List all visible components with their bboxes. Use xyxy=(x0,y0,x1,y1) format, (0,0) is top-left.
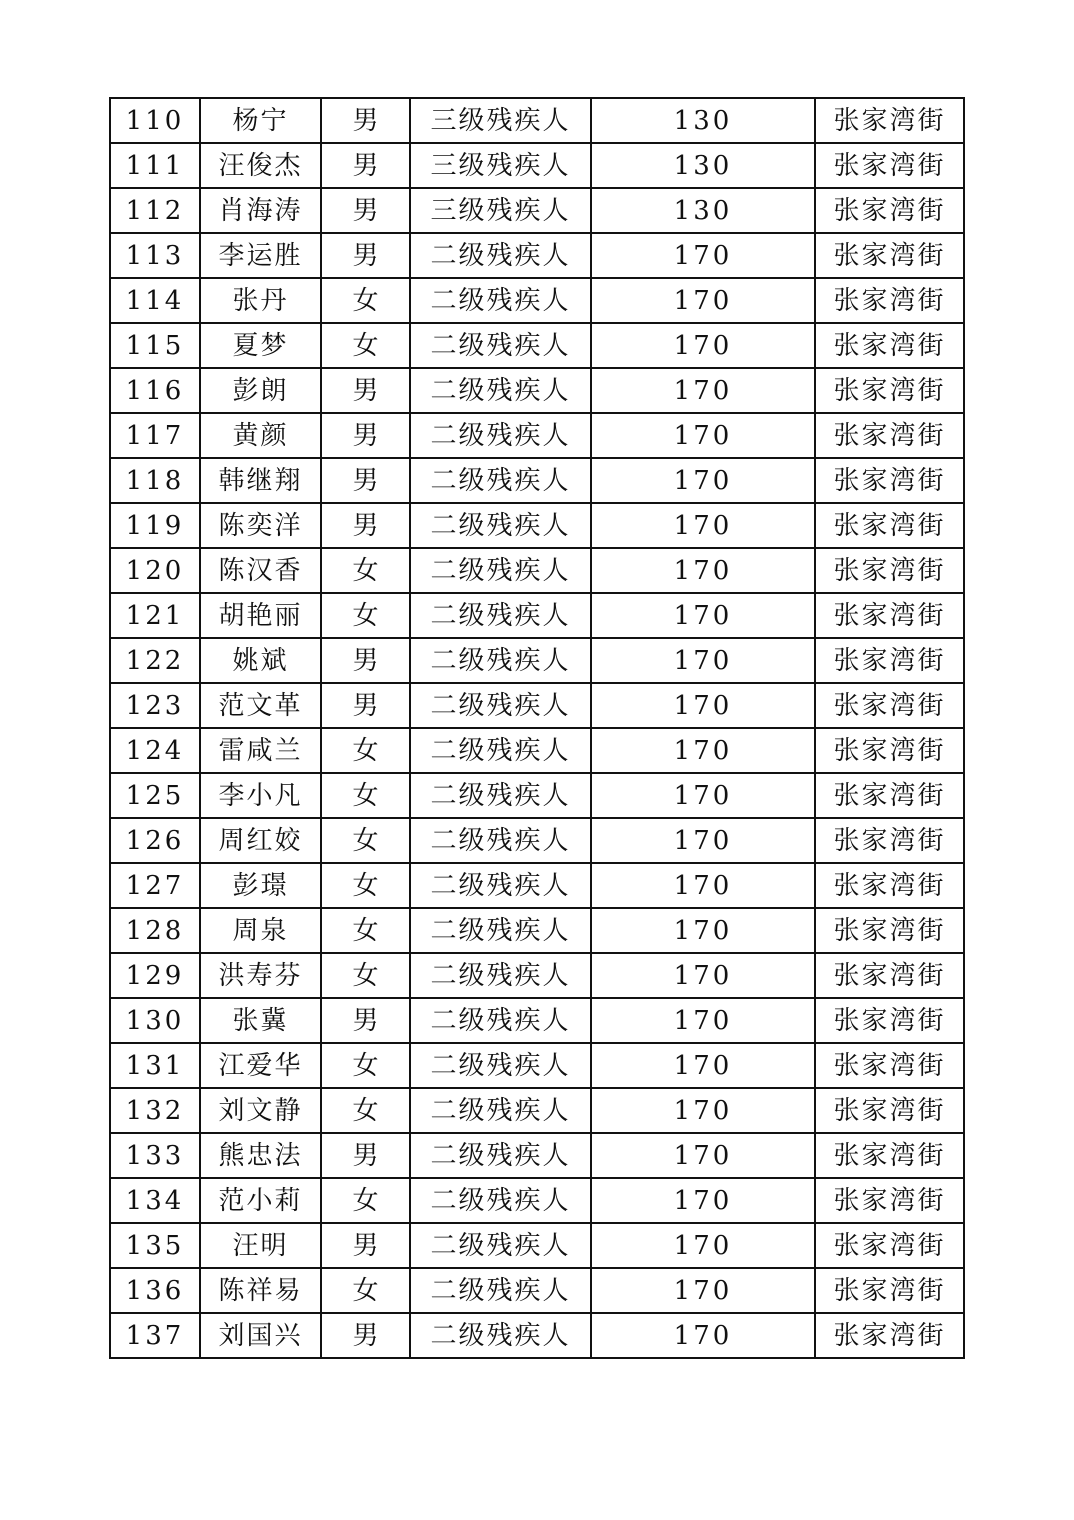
street-cell: 张家湾街 xyxy=(815,1043,964,1088)
table-row xyxy=(110,188,964,233)
table-row xyxy=(110,1133,964,1178)
serial-number-cell: 113 xyxy=(110,233,200,278)
serial-number-cell: 125 xyxy=(110,773,200,818)
name-cell: 肖海涛 xyxy=(200,188,321,233)
amount-cell: 170 xyxy=(591,1178,815,1223)
table-row xyxy=(110,323,964,368)
serial-number-cell: 137 xyxy=(110,1313,200,1358)
serial-number-cell: 122 xyxy=(110,638,200,683)
table-row xyxy=(110,593,964,638)
table-row xyxy=(110,818,964,863)
name-cell: 韩继翔 xyxy=(200,458,321,503)
serial-number-cell: 123 xyxy=(110,683,200,728)
name-cell: 李运胜 xyxy=(200,233,321,278)
name-cell: 张冀 xyxy=(200,998,321,1043)
table-row xyxy=(110,548,964,593)
serial-number-cell: 133 xyxy=(110,1133,200,1178)
name-cell: 彭璟 xyxy=(200,863,321,908)
disability-level-cell: 二级残疾人 xyxy=(410,773,591,818)
disability-level-cell: 二级残疾人 xyxy=(410,1178,591,1223)
name-cell: 彭朗 xyxy=(200,368,321,413)
name-cell: 汪明 xyxy=(200,1223,321,1268)
table-row xyxy=(110,638,964,683)
name-cell: 刘文静 xyxy=(200,1088,321,1133)
serial-number-cell: 110 xyxy=(110,98,200,143)
gender-cell: 女 xyxy=(321,818,410,863)
street-cell: 张家湾街 xyxy=(815,773,964,818)
disability-level-cell: 二级残疾人 xyxy=(410,1223,591,1268)
street-cell: 张家湾街 xyxy=(815,728,964,773)
gender-cell: 男 xyxy=(321,1223,410,1268)
disability-level-cell: 二级残疾人 xyxy=(410,278,591,323)
amount-cell: 170 xyxy=(591,1313,815,1358)
serial-number-cell: 124 xyxy=(110,728,200,773)
amount-cell: 170 xyxy=(591,413,815,458)
street-cell: 张家湾街 xyxy=(815,593,964,638)
table-row xyxy=(110,233,964,278)
disability-level-cell: 二级残疾人 xyxy=(410,1088,591,1133)
street-cell: 张家湾街 xyxy=(815,953,964,998)
gender-cell: 男 xyxy=(321,998,410,1043)
amount-cell: 130 xyxy=(591,98,815,143)
amount-cell: 130 xyxy=(591,188,815,233)
serial-number-cell: 119 xyxy=(110,503,200,548)
serial-number-cell: 135 xyxy=(110,1223,200,1268)
table-row xyxy=(110,503,964,548)
gender-cell: 女 xyxy=(321,908,410,953)
amount-cell: 170 xyxy=(591,503,815,548)
gender-cell: 女 xyxy=(321,953,410,998)
serial-number-cell: 118 xyxy=(110,458,200,503)
serial-number-cell: 132 xyxy=(110,1088,200,1133)
disability-level-cell: 二级残疾人 xyxy=(410,368,591,413)
disability-level-cell: 二级残疾人 xyxy=(410,593,591,638)
name-cell: 雷咸兰 xyxy=(200,728,321,773)
name-cell: 周红姣 xyxy=(200,818,321,863)
street-cell: 张家湾街 xyxy=(815,143,964,188)
gender-cell: 女 xyxy=(321,593,410,638)
gender-cell: 女 xyxy=(321,548,410,593)
disability-level-cell: 二级残疾人 xyxy=(410,1313,591,1358)
gender-cell: 女 xyxy=(321,1268,410,1313)
amount-cell: 170 xyxy=(591,368,815,413)
disability-level-cell: 二级残疾人 xyxy=(410,908,591,953)
name-cell: 江爱华 xyxy=(200,1043,321,1088)
street-cell: 张家湾街 xyxy=(815,323,964,368)
gender-cell: 女 xyxy=(321,773,410,818)
disability-level-cell: 二级残疾人 xyxy=(410,728,591,773)
name-cell: 陈奕洋 xyxy=(200,503,321,548)
disability-level-cell: 三级残疾人 xyxy=(410,98,591,143)
street-cell: 张家湾街 xyxy=(815,548,964,593)
amount-cell: 170 xyxy=(591,278,815,323)
amount-cell: 170 xyxy=(591,728,815,773)
table-row xyxy=(110,1088,964,1133)
gender-cell: 女 xyxy=(321,863,410,908)
gender-cell: 女 xyxy=(321,1088,410,1133)
gender-cell: 男 xyxy=(321,233,410,278)
disability-level-cell: 二级残疾人 xyxy=(410,818,591,863)
serial-number-cell: 116 xyxy=(110,368,200,413)
table-row xyxy=(110,773,964,818)
disability-level-cell: 二级残疾人 xyxy=(410,863,591,908)
disability-level-cell: 二级残疾人 xyxy=(410,458,591,503)
serial-number-cell: 129 xyxy=(110,953,200,998)
amount-cell: 170 xyxy=(591,1043,815,1088)
gender-cell: 男 xyxy=(321,368,410,413)
table-row xyxy=(110,413,964,458)
street-cell: 张家湾街 xyxy=(815,1313,964,1358)
disability-level-cell: 二级残疾人 xyxy=(410,683,591,728)
gender-cell: 女 xyxy=(321,728,410,773)
table-row xyxy=(110,458,964,503)
disability-level-cell: 二级残疾人 xyxy=(410,1268,591,1313)
serial-number-cell: 111 xyxy=(110,143,200,188)
table-row xyxy=(110,728,964,773)
serial-number-cell: 126 xyxy=(110,818,200,863)
disability-level-cell: 二级残疾人 xyxy=(410,548,591,593)
street-cell: 张家湾街 xyxy=(815,188,964,233)
gender-cell: 女 xyxy=(321,1043,410,1088)
disability-level-cell: 二级残疾人 xyxy=(410,233,591,278)
street-cell: 张家湾街 xyxy=(815,638,964,683)
street-cell: 张家湾街 xyxy=(815,863,964,908)
disability-level-cell: 三级残疾人 xyxy=(410,188,591,233)
name-cell: 李小凡 xyxy=(200,773,321,818)
table-row xyxy=(110,278,964,323)
name-cell: 夏梦 xyxy=(200,323,321,368)
table-row xyxy=(110,998,964,1043)
serial-number-cell: 128 xyxy=(110,908,200,953)
serial-number-cell: 130 xyxy=(110,998,200,1043)
serial-number-cell: 127 xyxy=(110,863,200,908)
amount-cell: 170 xyxy=(591,818,815,863)
amount-cell: 170 xyxy=(591,1268,815,1313)
name-cell: 黄颜 xyxy=(200,413,321,458)
amount-cell: 170 xyxy=(591,458,815,503)
street-cell: 张家湾街 xyxy=(815,413,964,458)
gender-cell: 男 xyxy=(321,188,410,233)
roster-table-body xyxy=(110,98,964,1358)
street-cell: 张家湾街 xyxy=(815,1133,964,1178)
gender-cell: 男 xyxy=(321,143,410,188)
amount-cell: 170 xyxy=(591,1088,815,1133)
street-cell: 张家湾街 xyxy=(815,908,964,953)
table-row xyxy=(110,1268,964,1313)
street-cell: 张家湾街 xyxy=(815,1268,964,1313)
serial-number-cell: 120 xyxy=(110,548,200,593)
amount-cell: 170 xyxy=(591,998,815,1043)
street-cell: 张家湾街 xyxy=(815,503,964,548)
serial-number-cell: 115 xyxy=(110,323,200,368)
amount-cell: 170 xyxy=(591,323,815,368)
name-cell: 姚斌 xyxy=(200,638,321,683)
gender-cell: 男 xyxy=(321,1133,410,1178)
serial-number-cell: 136 xyxy=(110,1268,200,1313)
amount-cell: 170 xyxy=(591,683,815,728)
street-cell: 张家湾街 xyxy=(815,278,964,323)
table-row xyxy=(110,863,964,908)
name-cell: 范文革 xyxy=(200,683,321,728)
name-cell: 胡艳丽 xyxy=(200,593,321,638)
gender-cell: 男 xyxy=(321,413,410,458)
street-cell: 张家湾街 xyxy=(815,233,964,278)
street-cell: 张家湾街 xyxy=(815,1088,964,1133)
table-row xyxy=(110,683,964,728)
gender-cell: 女 xyxy=(321,1178,410,1223)
table-row xyxy=(110,1178,964,1223)
name-cell: 范小莉 xyxy=(200,1178,321,1223)
table-row xyxy=(110,98,964,143)
gender-cell: 男 xyxy=(321,98,410,143)
serial-number-cell: 121 xyxy=(110,593,200,638)
table-row xyxy=(110,1223,964,1268)
gender-cell: 男 xyxy=(321,1313,410,1358)
street-cell: 张家湾街 xyxy=(815,1223,964,1268)
name-cell: 杨宁 xyxy=(200,98,321,143)
disability-level-cell: 二级残疾人 xyxy=(410,953,591,998)
amount-cell: 170 xyxy=(591,773,815,818)
amount-cell: 170 xyxy=(591,548,815,593)
street-cell: 张家湾街 xyxy=(815,1178,964,1223)
street-cell: 张家湾街 xyxy=(815,368,964,413)
disability-level-cell: 二级残疾人 xyxy=(410,638,591,683)
amount-cell: 170 xyxy=(591,908,815,953)
name-cell: 张丹 xyxy=(200,278,321,323)
amount-cell: 170 xyxy=(591,863,815,908)
amount-cell: 170 xyxy=(591,233,815,278)
table-row xyxy=(110,953,964,998)
street-cell: 张家湾街 xyxy=(815,683,964,728)
amount-cell: 170 xyxy=(591,638,815,683)
gender-cell: 男 xyxy=(321,458,410,503)
gender-cell: 男 xyxy=(321,638,410,683)
serial-number-cell: 114 xyxy=(110,278,200,323)
table-row xyxy=(110,1313,964,1358)
name-cell: 陈汉香 xyxy=(200,548,321,593)
table-row xyxy=(110,908,964,953)
amount-cell: 170 xyxy=(591,1223,815,1268)
amount-cell: 170 xyxy=(591,953,815,998)
gender-cell: 男 xyxy=(321,683,410,728)
serial-number-cell: 112 xyxy=(110,188,200,233)
street-cell: 张家湾街 xyxy=(815,998,964,1043)
table-row xyxy=(110,143,964,188)
table-row xyxy=(110,368,964,413)
name-cell: 熊忠法 xyxy=(200,1133,321,1178)
name-cell: 刘国兴 xyxy=(200,1313,321,1358)
name-cell: 洪寿芬 xyxy=(200,953,321,998)
street-cell: 张家湾街 xyxy=(815,818,964,863)
table-row xyxy=(110,1043,964,1088)
name-cell: 汪俊杰 xyxy=(200,143,321,188)
amount-cell: 170 xyxy=(591,1133,815,1178)
disability-level-cell: 二级残疾人 xyxy=(410,413,591,458)
disability-level-cell: 二级残疾人 xyxy=(410,1133,591,1178)
gender-cell: 女 xyxy=(321,278,410,323)
disability-level-cell: 二级残疾人 xyxy=(410,323,591,368)
roster-table xyxy=(109,97,965,1359)
gender-cell: 男 xyxy=(321,503,410,548)
disability-level-cell: 二级残疾人 xyxy=(410,503,591,548)
disability-level-cell: 二级残疾人 xyxy=(410,998,591,1043)
amount-cell: 130 xyxy=(591,143,815,188)
amount-cell: 170 xyxy=(591,593,815,638)
street-cell: 张家湾街 xyxy=(815,98,964,143)
street-cell: 张家湾街 xyxy=(815,458,964,503)
disability-level-cell: 二级残疾人 xyxy=(410,1043,591,1088)
name-cell: 陈祥易 xyxy=(200,1268,321,1313)
serial-number-cell: 131 xyxy=(110,1043,200,1088)
name-cell: 周泉 xyxy=(200,908,321,953)
serial-number-cell: 117 xyxy=(110,413,200,458)
gender-cell: 女 xyxy=(321,323,410,368)
disability-level-cell: 三级残疾人 xyxy=(410,143,591,188)
serial-number-cell: 134 xyxy=(110,1178,200,1223)
